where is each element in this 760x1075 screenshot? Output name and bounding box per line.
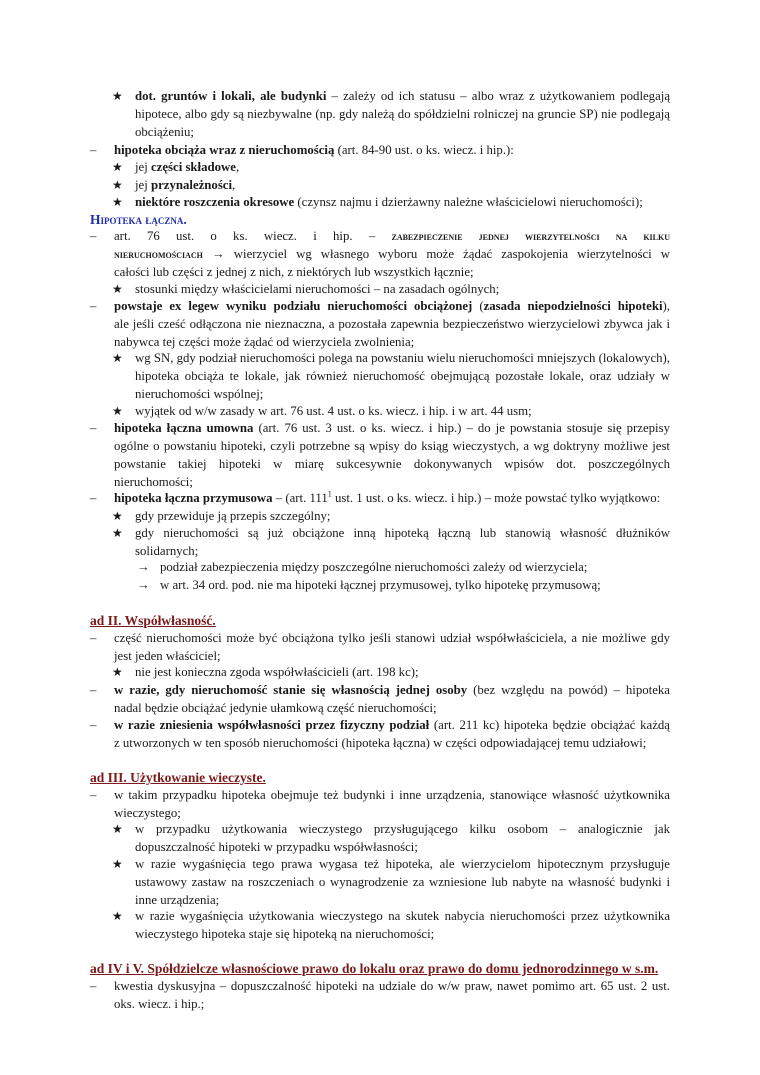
- arrow-icon: →: [137, 560, 150, 574]
- text-line: w razie, gdy nieruchomość stanie się własnością jednej osoby (bez względu na powód) – hipoteka: [114, 683, 670, 697]
- text-line: powstanie takiej hipoteki w miarę sukcesywnie dokonywanych wpisów dot. poszczególnych: [114, 457, 670, 471]
- text-line: wieczystego;: [114, 806, 181, 820]
- bullet-dash: –: [90, 683, 97, 697]
- text-line: kwestia dyskusyjna – dopuszczalność hipoteki na udziale do w/w praw, nawet pomimo art. 65 ust. 2 ust.: [114, 979, 670, 993]
- text-line: jej przynależności,: [135, 178, 236, 192]
- arrow-icon: →: [137, 578, 150, 592]
- section-heading: ad IV i V. Spółdzielcze własnościowe prawo do lokalu oraz prawo do domu jednorodzinnego w s.m.: [90, 961, 659, 976]
- bullet-dash: –: [90, 788, 97, 802]
- text-line: hipotece, albo gdy są niezbywalne (np. gdy należą do spółdzielni rolniczej na gruncie SP) nie podlegają: [135, 107, 670, 121]
- text-line: hipoteka łączna umowna (art. 76 ust. 3 ust. o ks. wiecz. i hip.) – do je powstania stosuje się przepisy: [114, 421, 670, 435]
- bullet-star-icon: ★: [112, 857, 123, 871]
- bullet-dash: –: [90, 421, 97, 435]
- bullet-dash: –: [90, 718, 97, 732]
- text-line: ale jeśli cześć odłączona nie nieznaczna, a pozostała zapewnia bezpieczeństwo wierzycielowi zbywca jak i: [114, 317, 670, 331]
- text-line: powstaje ex legew wyniku podziału nieruchomości obciążonej (zasada niepodzielności hipoteki),: [114, 299, 671, 313]
- text-line: w razie wygaśnięcia użytkowania wieczystego na skutek nabycia nieruchomości przez użytkownika: [135, 909, 670, 923]
- bullet-dash: –: [90, 299, 97, 313]
- bullet-star-icon: ★: [112, 909, 123, 923]
- bullet-star-icon: ★: [112, 160, 123, 174]
- text-line: całości lub części z jednej z nich, z niektórych lub wszystkich łącznie;: [114, 265, 474, 279]
- text-line: gdy nieruchomości są już obciążone inną hipoteką łączną lub stanowią własność dłużników: [135, 526, 670, 540]
- text-line: niektóre roszczenia okresowe (czynsz najmu i dzierżawny należne właścicielowi nieruchomości);: [135, 195, 643, 209]
- bullet-star-icon: ★: [112, 178, 123, 192]
- bullet-dash: –: [90, 491, 97, 505]
- text-line: jest jeden właściciel;: [114, 649, 221, 663]
- text-line: jej części składowe,: [135, 160, 240, 174]
- bullet-star-icon: ★: [112, 822, 123, 836]
- text-line: solidarnych;: [135, 544, 199, 558]
- bullet-star-icon: ★: [112, 526, 123, 540]
- text-line: w przypadku użytkowania wieczystego przysługującego kilku osobom – analogicznie jak: [135, 822, 670, 836]
- text-line: nadal będzie obciążać jedynie ułamkową część nieruchomości;: [114, 701, 437, 715]
- text-line: hipoteka obciąża te lokale, jak również nieruchomość obejmującą pozostałe lokale, oraz udziały w: [135, 369, 670, 383]
- bullet-dash: –: [90, 229, 97, 243]
- text-line: z utworzonych w ten sposób nieruchomości (hipoteka łączna) w części odpowiadającej temu udziałowi;: [114, 736, 647, 750]
- text-line: gdy przewiduje ją przepis szczególny;: [135, 509, 331, 523]
- text-line: art. 76 ust. o ks. wiecz. i hip. – zabezpieczenie jednej wierzytelności na kilku: [114, 229, 670, 243]
- bullet-star-icon: ★: [112, 195, 123, 209]
- text-line: ustawowy zastaw na roszczeniach o wynagrodzenie za wzniesione lub nabyte na własność budynki i: [135, 875, 670, 889]
- section-heading: ad III. Użytkowanie wieczyste.: [90, 770, 266, 785]
- section-heading: Hipoteka łączna.: [90, 212, 187, 227]
- text-line: nieruchomości;: [114, 475, 193, 489]
- text-line: wg SN, gdy podział nieruchomości polega na powstaniu wielu nieruchomości mniejszych (lokalowych),: [135, 351, 670, 365]
- text-line: w razie wygaśnięcia tego prawa wygasa też hipoteka, ale wierzycielom hipotecznym przysługuje: [135, 857, 670, 871]
- bullet-dash: –: [90, 143, 97, 157]
- text-line: wyjątek od w/w zasady w art. 76 ust. 4 ust. o ks. wiecz. i hip. i w art. 44 usm;: [135, 404, 532, 418]
- text-line: w razie zniesienia współwłasności przez fizyczny podział (art. 211 kc) hipoteka będzie obciążać każdą: [114, 718, 670, 732]
- bullet-dash: –: [90, 631, 97, 645]
- text-line: w takim przypadku hipoteka obejmuje też budynki i inne urządzenia, stanowiące własność użytkownika: [114, 788, 670, 802]
- text-line: podział zabezpieczenia między poszczególne nieruchomości zależy od wierzyciela;: [160, 560, 588, 574]
- text-line: stosunki między właścicielami nieruchomości – na zasadach ogólnych;: [135, 282, 500, 296]
- text-line: inne urządzenia;: [135, 893, 220, 907]
- section-heading: ad II. Współwłasność.: [90, 613, 216, 628]
- text-line: hipoteka łączna przymusowa – (art. $111^1$ ust. 1 ust. o ks. wiecz. i hip.) – może powstać tylko wyjątkowo:: [114, 489, 661, 505]
- text-line: nieruchomościach → wierzyciel wg własnego wyboru może żądać zaspokojenia wierzytelności w: [114, 247, 670, 261]
- bullet-star-icon: ★: [112, 282, 123, 296]
- text-line: hipoteka obciąża wraz z nieruchomością (art. 84-90 ust. o ks. wiecz. i hip.):: [114, 143, 514, 157]
- bullet-star-icon: ★: [112, 665, 123, 679]
- text-line: dot. gruntów i lokali, ale budynki – zależy od ich statusu – albo wraz z użytkowaniem podlegają: [135, 89, 670, 103]
- bullet-star-icon: ★: [112, 509, 123, 523]
- text-line: oks. wiecz. i hip.;: [114, 997, 205, 1011]
- text-line: obciążeniu;: [135, 125, 194, 139]
- bullet-dash: –: [90, 979, 97, 993]
- text-line: część nieruchomości może być obciążona tylko jeśli stanowi udział współwłaściciela, a nie możliwe gdy: [114, 631, 670, 645]
- text-line: wieczystego hipoteka staje się hipoteką na nieruchomości;: [135, 927, 435, 941]
- bullet-star-icon: ★: [112, 404, 123, 418]
- text-line: nie jest konieczna zgoda współwłaścicieli (art. 198 kc);: [135, 665, 419, 679]
- bullet-star-icon: ★: [112, 89, 123, 103]
- text-line: nabywca tej części może żądać od wierzyciela zwolnienia;: [114, 335, 415, 349]
- text-line: ogólne o powstaniu hipoteki, czyli potrzebne są wpisy do ksiąg wieczystych, a wg doktryny możliwe jest: [114, 439, 670, 453]
- bullet-star-icon: ★: [112, 351, 123, 365]
- text-line: dopuszczalność hipoteki w przypadku współwłasności;: [135, 840, 418, 854]
- text-line: nieruchomości wspólnej;: [135, 387, 264, 401]
- text-line: w art. 34 ord. pod. nie ma hipoteki łącznej przymusowej, tylko hipotekę przymusową;: [160, 578, 601, 592]
